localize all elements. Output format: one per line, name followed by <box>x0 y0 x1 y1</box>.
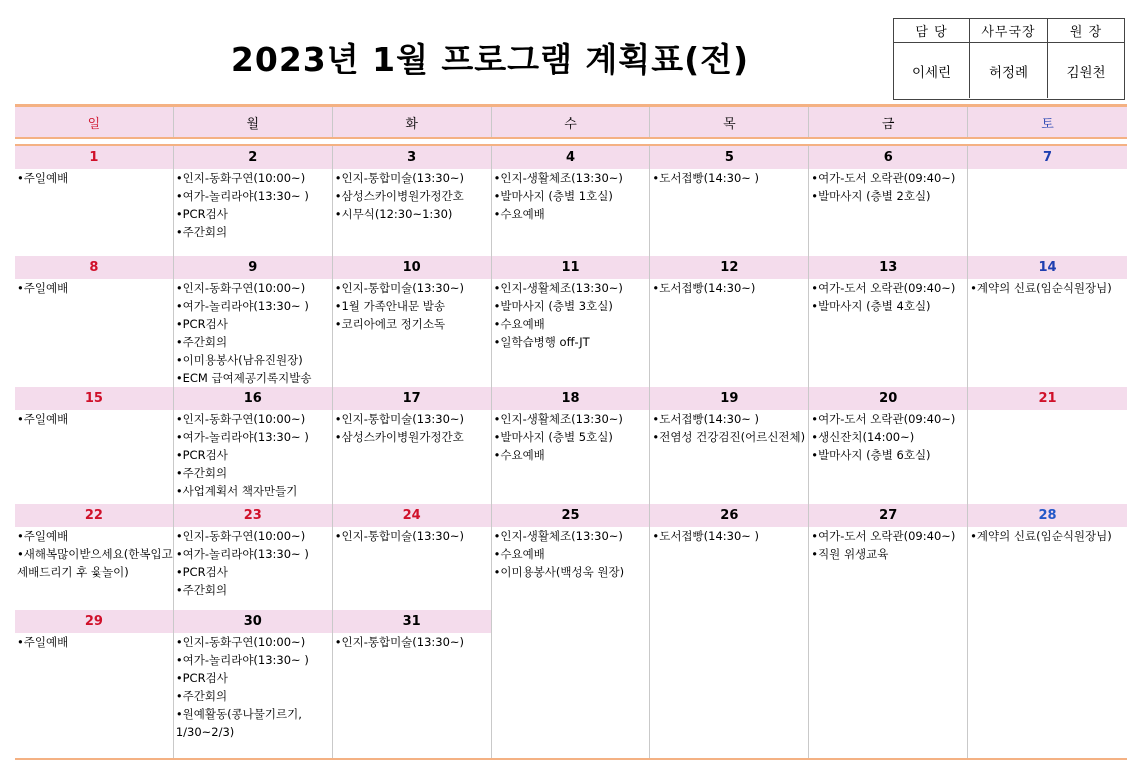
event-item: •수요예배 <box>493 448 545 462</box>
event-item: •인지-동화구연(10:00~) <box>175 529 306 543</box>
day-number: 25 <box>492 504 650 527</box>
day-number <box>492 610 650 633</box>
day-number: 18 <box>492 387 650 410</box>
event-item: •여가-도서 오락관(09:40~) <box>811 529 956 543</box>
week-row <box>15 387 1127 504</box>
approval-name-director: 허정례 <box>970 43 1048 98</box>
day-cell <box>174 387 333 504</box>
day-number: 9 <box>174 256 332 279</box>
day-cell <box>809 256 968 387</box>
day-cell <box>15 504 174 610</box>
day-number: 20 <box>809 387 967 410</box>
weekday-header <box>15 107 1127 137</box>
weekday-wed: 수 <box>492 107 651 137</box>
event-item: •인지-동화구연(10:00~) <box>175 171 306 185</box>
event-item: •사업계획서 책자만들기 <box>175 484 298 498</box>
event-item: •주일예배 <box>17 529 69 543</box>
event-item: •인지-동화구연(10:00~) <box>175 635 306 649</box>
event-item: •여가-도서 오락관(09:40~) <box>811 281 956 295</box>
day-number: 15 <box>15 387 173 410</box>
event-item: •인지-생활체조(13:30~) <box>493 281 623 295</box>
event-item: •주간회의 <box>175 225 228 239</box>
event-item: •인지-통합미술(13:30~) <box>334 281 465 295</box>
event-item: •여가-놀리라야(13:30~ ) <box>175 653 309 667</box>
event-item: •PCR검사 <box>175 317 228 331</box>
day-cell <box>15 256 174 387</box>
weekday-sun: 일 <box>15 107 174 137</box>
day-cell <box>650 610 809 758</box>
day-cell <box>15 610 174 758</box>
event-item: •ECM 급여제공기록지발송 <box>175 371 312 385</box>
approval-name-head: 김원천 <box>1066 64 1106 81</box>
day-number: 8 <box>15 256 173 279</box>
day-number: 14 <box>968 256 1127 279</box>
day-number: 28 <box>968 504 1127 527</box>
day-cell <box>809 146 968 256</box>
day-number: 7 <box>968 146 1127 169</box>
event-item: •계약의 신료(임순식원장님) <box>970 529 1112 543</box>
event-item: •생신잔치(14:00~) <box>811 430 915 444</box>
day-cell <box>650 146 809 256</box>
calendar-weeks <box>15 146 1127 758</box>
week-row <box>15 256 1127 387</box>
day-number: 22 <box>15 504 173 527</box>
event-item: •주일예배 <box>17 412 69 426</box>
day-cell <box>968 610 1127 758</box>
event-item: •인지-통합미술(13:30~) <box>334 171 465 185</box>
day-cell <box>174 146 333 256</box>
day-number: 31 <box>333 610 491 633</box>
event-item: •수요예배 <box>493 317 545 331</box>
event-item: •인지-통합미술(13:30~) <box>334 529 465 543</box>
approval-header-head: 원 장 <box>1048 19 1124 43</box>
event-item: •PCR검사 <box>175 207 228 221</box>
event-item: •인지-동화구연(10:00~) <box>175 412 306 426</box>
day-cell <box>492 387 651 504</box>
event-item: •여가-놀리라야(13:30~ ) <box>175 299 309 313</box>
event-item: •여가-도서 오락관(09:40~) <box>811 412 956 426</box>
day-number: 5 <box>650 146 808 169</box>
event-item: •발마사지 (층별 5호실) <box>493 430 613 444</box>
day-cell <box>492 256 651 387</box>
day-number: 2 <box>174 146 332 169</box>
day-cell <box>809 610 968 758</box>
weekday-mon: 월 <box>174 107 333 137</box>
weekday-thu: 목 <box>650 107 809 137</box>
event-item: •수요예배 <box>493 207 545 221</box>
event-item: •도서접빵(14:30~) <box>652 281 756 295</box>
day-cell <box>809 387 968 504</box>
day-cell <box>968 256 1127 387</box>
day-cell <box>968 146 1127 256</box>
event-item: •인지-통합미술(13:30~) <box>334 412 465 426</box>
day-number <box>650 610 808 633</box>
event-item: •PCR검사 <box>175 565 228 579</box>
day-cell <box>492 146 651 256</box>
event-item: •주간회의 <box>175 689 228 703</box>
week-row <box>15 146 1127 256</box>
event-item: •일학습병행 off-JT <box>493 335 590 349</box>
day-cell <box>333 504 492 610</box>
day-number: 24 <box>333 504 491 527</box>
day-cell <box>492 504 651 610</box>
day-number: 13 <box>809 256 967 279</box>
day-number: 17 <box>333 387 491 410</box>
day-number: 3 <box>333 146 491 169</box>
event-item: •이미용봉사(남유진원장) <box>175 353 303 367</box>
weekday-fri: 금 <box>809 107 968 137</box>
event-item: •이미용봉사(백성욱 원장) <box>493 565 625 579</box>
day-cell <box>968 387 1127 504</box>
event-item: •도서접빵(14:30~ ) <box>652 412 760 426</box>
day-number <box>809 610 967 633</box>
event-item: •주일예배 <box>17 281 69 295</box>
event-item: •코리아에코 정기소독 <box>334 317 446 331</box>
day-number: 11 <box>492 256 650 279</box>
event-item: •인지-통합미술(13:30~) <box>334 635 465 649</box>
header-separator <box>15 137 1127 146</box>
event-item: •새해복많이받으세요(한복입고 세배드리기 후 윷놀이) <box>17 547 173 579</box>
weekday-sat: 토 <box>1041 116 1054 132</box>
event-item: •PCR검사 <box>175 448 228 462</box>
day-cell <box>174 504 333 610</box>
event-item: •인지-생활체조(13:30~) <box>493 529 623 543</box>
day-number: 21 <box>968 387 1127 410</box>
day-cell <box>15 146 174 256</box>
week-row <box>15 610 1127 758</box>
day-number: 23 <box>174 504 332 527</box>
event-item: •PCR검사 <box>175 671 228 685</box>
day-number <box>968 610 1127 633</box>
event-item: •주일예배 <box>17 171 69 185</box>
event-item: •주일예배 <box>17 635 69 649</box>
day-number: 29 <box>15 610 173 633</box>
day-cell <box>333 256 492 387</box>
week-row <box>15 504 1127 610</box>
approval-header-director: 사무국장 <box>970 19 1048 43</box>
day-cell <box>492 610 651 758</box>
event-item: •도서접빵(14:30~ ) <box>652 529 760 543</box>
event-item: •발마사지 (층별 6호실) <box>811 448 931 462</box>
day-cell <box>333 610 492 758</box>
day-number: 6 <box>809 146 967 169</box>
page-title: 2023년 1월 프로그램 계획표(전) <box>230 40 750 79</box>
event-item: •주간회의 <box>175 335 228 349</box>
approval-name-staff: 이세린 <box>894 43 970 98</box>
day-number: 4 <box>492 146 650 169</box>
event-item: •주간회의 <box>175 466 228 480</box>
event-item: •도서접빵(14:30~ ) <box>652 171 760 185</box>
event-item: •여가-도서 오락관(09:40~) <box>811 171 956 185</box>
weekday-tue: 화 <box>333 107 492 137</box>
day-cell <box>174 610 333 758</box>
day-cell <box>968 504 1127 610</box>
event-item: •발마사지 (층별 3호실) <box>493 299 613 313</box>
day-cell <box>174 256 333 387</box>
event-item: •전염성 건강검진(어르신전체) <box>652 430 806 444</box>
approval-box <box>893 18 1125 100</box>
event-item: •인지-생활체조(13:30~) <box>493 171 623 185</box>
event-item: •삼성스카이병원가정간호 <box>334 430 464 444</box>
event-item: •여가-놀리라야(13:30~ ) <box>175 189 309 203</box>
day-number: 10 <box>333 256 491 279</box>
day-cell <box>650 387 809 504</box>
event-item: •원예활동(콩나물기르기, 1/30~2/3) <box>175 707 302 739</box>
event-item: •여가-놀리라야(13:30~ ) <box>175 430 309 444</box>
day-number: 1 <box>15 146 173 169</box>
day-cell <box>333 146 492 256</box>
event-item: •직원 위생교육 <box>811 547 889 561</box>
day-cell <box>650 504 809 610</box>
day-number: 30 <box>174 610 332 633</box>
event-item: •주간회의 <box>175 583 228 597</box>
event-item: •여가-놀리라야(13:30~ ) <box>175 547 309 561</box>
day-cell <box>15 387 174 504</box>
calendar <box>15 104 1127 760</box>
day-number: 26 <box>650 504 808 527</box>
event-item: •발마사지 (층별 2호실) <box>811 189 931 203</box>
event-item: •계약의 신료(임순식원장님) <box>970 281 1112 295</box>
event-item: •삼성스카이병원가정간호 <box>334 189 464 203</box>
day-cell <box>809 504 968 610</box>
day-number: 19 <box>650 387 808 410</box>
event-item: •시무식(12:30~1:30) <box>334 207 453 221</box>
event-item: •인지-생활체조(13:30~) <box>493 412 623 426</box>
day-number: 12 <box>650 256 808 279</box>
approval-header-staff: 담 당 <box>894 19 970 43</box>
event-item: •수요예배 <box>493 547 545 561</box>
event-item: •발마사지 (층별 4호실) <box>811 299 931 313</box>
day-number: 27 <box>809 504 967 527</box>
event-item: •발마사지 (층별 1호실) <box>493 189 613 203</box>
day-cell <box>333 387 492 504</box>
calendar-bottom-rule <box>15 758 1127 760</box>
event-item: •1월 가족안내문 발송 <box>334 299 445 313</box>
day-cell <box>650 256 809 387</box>
event-item: •인지-동화구연(10:00~) <box>175 281 306 295</box>
day-number: 16 <box>174 387 332 410</box>
